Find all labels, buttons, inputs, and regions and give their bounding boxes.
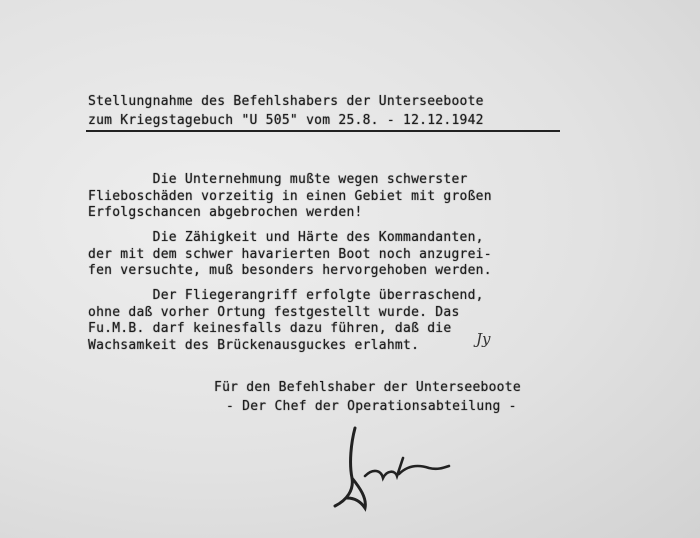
paragraph-1: Die Unternehmung mußte wegen schwerster Flieboschäden vorzeitig in einen Gebiet mit großen Erfolgschancen abgebrochen werden! xyxy=(88,172,492,220)
paragraph-2: Die Zähigkeit und Härte des Kommandanten, der mit dem schwer havarierten Boot noch anzugrei- fen versuchte, muß besonders hervorgehoben werden. xyxy=(88,230,492,278)
handwritten-signature xyxy=(325,418,455,513)
paragraph-3: Der Fliegerangriff erfolgte überraschend, ohne daß vorher Ortung festgestellt wurde. Das Fu.M.B. darf keinesfalls dazu führen, daß die Wachsamkeit des Brückenausguckes erlahmt. xyxy=(88,288,484,353)
closing-line-2: - Der Chef der Operationsabteilung - xyxy=(226,399,517,414)
document-title-line-2: zum Kriegstagebuch "U 505" vom 25.8. - 12.12.1942 xyxy=(88,113,484,128)
title-underline xyxy=(86,130,560,132)
document-title-line-1: Stellungnahme des Befehlshabers der Unterseeboote xyxy=(88,94,484,109)
closing-line-1: Für den Befehlshaber der Unterseeboote xyxy=(214,380,521,395)
handwritten-initial: Jy xyxy=(476,330,491,348)
